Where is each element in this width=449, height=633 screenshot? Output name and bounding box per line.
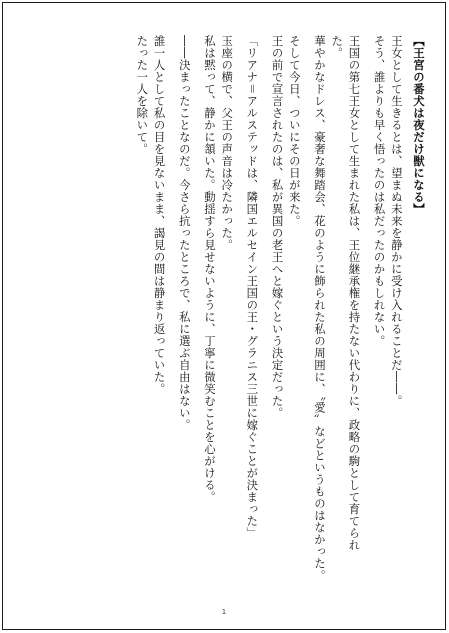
paragraph-line: そして今日、ついにその日が来た。 (287, 35, 302, 227)
paragraph-line: た。 (330, 35, 345, 59)
document-title: 【王宮の番犬は夜だけ獣になる】 (412, 35, 426, 215)
paragraph-line: 王女として生きるとは、望まぬ未来を静かに受け入れることだ――。 (389, 35, 404, 407)
paragraph-line: 私は黙って、静かに頷いた。動揺すら見せないように、丁寧に微笑むことを心がける。 (202, 35, 217, 503)
page-number: 1 (221, 608, 227, 616)
paragraph-line: 玉座の横で、父王の声音は冷たかった。 (220, 35, 235, 251)
vertical-text-body (133, 35, 427, 615)
paragraph-line: 王の前で宣言されたのは、私が異国の老王へと嫁ぐという決定だった。 (270, 35, 285, 419)
paragraph-line: たった一人を除いて。 (135, 35, 150, 155)
dialogue-line: 「リアナ＝アルステッドは、隣国エルセイン王国の王・グラニス三世に嫁ぐことが決まった」 (245, 35, 260, 539)
paragraph-line: 王国の第七王女として生まれた私は、王位継承権を持たない代わりに、政略の駒として育てられ (347, 35, 362, 551)
paragraph-line: 華やかなドレス、豪奢な舞踏会、花のように飾られた私の周囲に、〝愛〟などというものはなかった。 (312, 35, 327, 582)
paragraph-line: ――決まったことなのだ。今さら抗ったところで、私に選ぶ自由はない。 (177, 35, 192, 431)
document-page (2, 2, 446, 630)
paragraph-line: そう、誰よりも早く悟ったのは私だったのかもしれない。 (372, 35, 387, 347)
paragraph-line: 誰一人として私の目を見ないまま、謁見の間は静まり返っていた。 (152, 35, 167, 395)
